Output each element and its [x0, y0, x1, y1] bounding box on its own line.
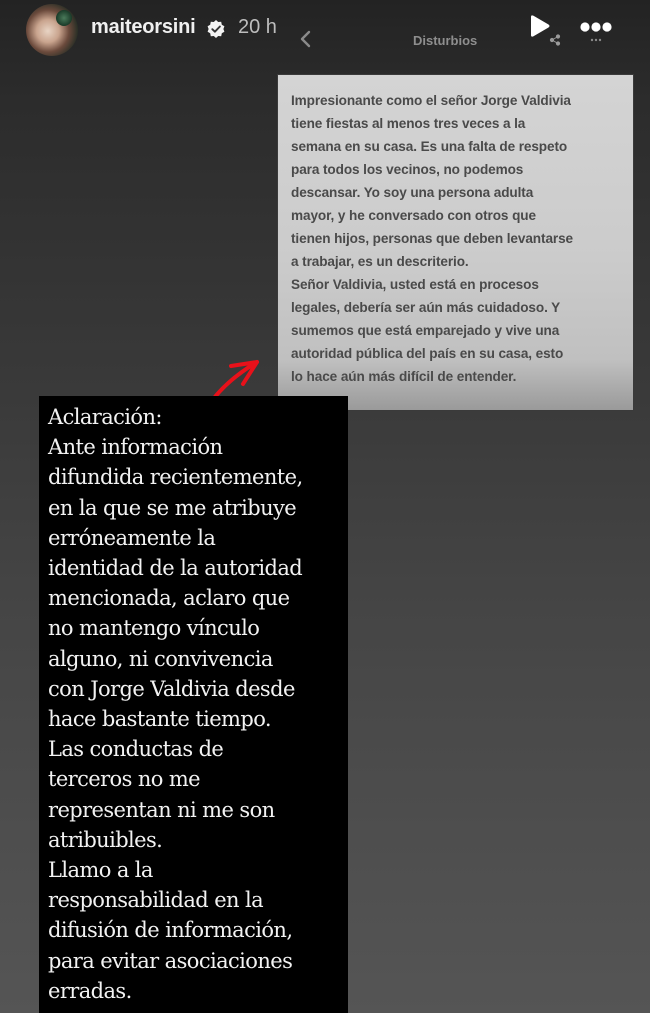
- caption-line: para evitar asociaciones: [48, 948, 293, 973]
- caption-line: con Jorge Valdivia desde: [48, 676, 295, 701]
- username[interactable]: maiteorsini: [91, 16, 196, 38]
- quoted-line: tienen hijos, personas que deben levantarse: [291, 231, 574, 246]
- quoted-message-screenshot: [278, 75, 633, 410]
- quoted-line: semana en su casa. Es una falta de respeto: [291, 139, 568, 154]
- caption-line: terceros no me: [48, 767, 201, 792]
- more-options-button[interactable]: [580, 18, 616, 44]
- play-button[interactable]: [528, 14, 568, 50]
- quoted-line: lo hace aún más difícil de entender.: [291, 369, 517, 384]
- caption-line: difusión de información,: [48, 918, 293, 943]
- caption-line: representan ni me son: [48, 797, 275, 822]
- caption-line: erróneamente la: [48, 525, 216, 550]
- caption-line: en la que se me atribuye: [48, 495, 297, 520]
- quoted-line: autoridad pública del país en su casa, esto: [291, 346, 564, 361]
- caption-line: hace bastante tiempo.: [48, 707, 271, 732]
- profile-avatar[interactable]: [26, 4, 78, 56]
- caption-line: erradas.: [48, 978, 132, 1003]
- caption-line: no mantengo vínculo: [48, 616, 260, 641]
- share-icon: [550, 35, 559, 45]
- caption-line: Ante información: [48, 435, 223, 460]
- caption-line: Llamo a la: [48, 858, 153, 883]
- play-icon: [531, 15, 550, 36]
- quoted-line: sumemos que está emparejado y vive una: [291, 323, 560, 338]
- story-header: [0, 0, 650, 60]
- quoted-line: legales, debería ser aún más cuidadoso. Y: [291, 300, 561, 315]
- time-ago: 20 h: [238, 16, 277, 38]
- quoted-line: mayor, y he conversado con otros que: [291, 208, 536, 223]
- verified-badge-icon: [206, 19, 226, 39]
- quoted-line: Señor Valdivia, usted está en procesos: [291, 277, 539, 292]
- caption-line: atribuibles.: [48, 827, 163, 852]
- caption-text: [48, 402, 340, 1006]
- clarification-caption: [39, 396, 348, 1013]
- caption-line: identidad de la autoridad: [48, 556, 303, 581]
- quoted-line: tiene fiestas al menos tres veces a la: [291, 116, 526, 131]
- quoted-line: a trabajar, es un descriterio.: [291, 254, 469, 269]
- caption-line: difundida recientemente,: [48, 465, 303, 490]
- quoted-line: Impresionante como el señor Jorge Valdivia: [291, 93, 571, 108]
- chevron-left-icon[interactable]: [297, 28, 315, 50]
- more-dots-icon: [580, 22, 611, 31]
- caption-line: alguno, ni convivencia: [48, 646, 273, 671]
- caption-line: mencionada, aclaro que: [48, 586, 290, 611]
- quoted-line: descansar. Yo soy una persona adulta: [291, 185, 534, 200]
- caption-line: Las conductas de: [48, 737, 224, 762]
- caption-line: responsabilidad en la: [48, 888, 264, 913]
- audio-label[interactable]: Disturbios: [413, 33, 478, 48]
- quoted-message-text: [291, 89, 621, 388]
- quoted-line: para todos los vecinos, no podemos: [291, 162, 524, 177]
- caption-line: Aclaración:: [48, 405, 162, 429]
